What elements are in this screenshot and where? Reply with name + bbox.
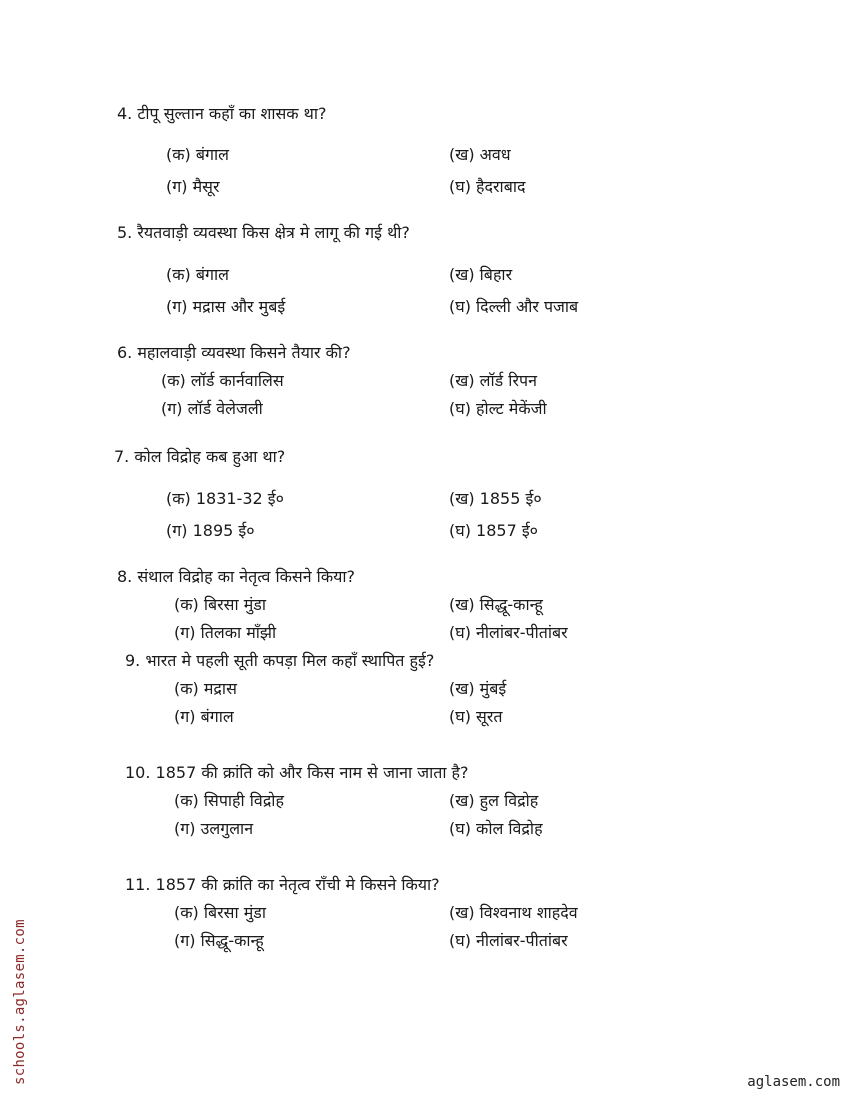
question-10: 10. 1857 की क्रांति को और किस नाम से जाना जाता है? — [125, 763, 469, 782]
option-10-gha: (घ) कोल विद्रोह — [449, 819, 543, 838]
option-8-ga: (ग) तिलका माँझी — [174, 623, 277, 642]
option-4-ka: (क) बंगाल — [166, 145, 229, 164]
option-8-ka: (क) बिरसा मुंडा — [174, 595, 267, 614]
question-4: 4. टीपू सुल्तान कहाँ का शासक था? — [117, 104, 327, 123]
option-4-kha: (ख) अवध — [449, 145, 511, 164]
option-6-kha: (ख) लॉर्ड रिपन — [449, 371, 537, 390]
option-5-gha: (घ) दिल्ली और पजाब — [449, 297, 579, 316]
side-watermark: schools.aglasem.com — [12, 919, 28, 1085]
option-7-kha: (ख) 1855 ई० — [449, 489, 542, 508]
option-7-gha: (घ) 1857 ई० — [449, 521, 539, 540]
question-6: 6. महालवाड़ी व्यवस्था किसने तैयार की? — [117, 343, 351, 362]
option-9-kha: (ख) मुंबई — [449, 679, 507, 698]
option-8-gha: (घ) नीलांबर-पीतांबर — [449, 623, 568, 642]
option-7-ga: (ग) 1895 ई० — [166, 521, 255, 540]
option-7-ka: (क) 1831-32 ई० — [166, 489, 284, 508]
option-9-ga: (ग) बंगाल — [174, 707, 234, 726]
option-6-gha: (घ) होल्ट मेकेंजी — [449, 399, 547, 418]
option-5-kha: (ख) बिहार — [449, 265, 513, 284]
option-11-kha: (ख) विश्वनाथ शाहदेव — [449, 903, 578, 922]
option-10-ka: (क) सिपाही विद्रोह — [174, 791, 284, 810]
option-9-gha: (घ) सूरत — [449, 707, 503, 726]
option-4-ga: (ग) मैसूर — [166, 177, 220, 196]
option-5-ga: (ग) मद्रास और मुबई — [166, 297, 286, 316]
option-5-ka: (क) बंगाल — [166, 265, 229, 284]
option-10-ga: (ग) उलगुलान — [174, 819, 254, 838]
option-4-gha: (घ) हैदराबाद — [449, 177, 526, 196]
option-9-ka: (क) मद्रास — [174, 679, 237, 698]
option-6-ka: (क) लॉर्ड कार्नवालिस — [161, 371, 284, 390]
option-6-ga: (ग) लॉर्ड वेलेजली — [161, 399, 263, 418]
question-11: 11. 1857 की क्रांति का नेतृत्व राँची मे किसने किया? — [125, 875, 440, 894]
bottom-watermark: aglasem.com — [747, 1074, 840, 1090]
option-8-kha: (ख) सिद्धू-कान्हू — [449, 595, 543, 614]
option-10-kha: (ख) हुल विद्रोह — [449, 791, 539, 810]
option-11-ga: (ग) सिद्धू-कान्हू — [174, 931, 264, 950]
question-5: 5. रैयतवाड़ी व्यवस्था किस क्षेत्र मे लागू की गई थी? — [117, 223, 410, 242]
option-11-gha: (घ) नीलांबर-पीतांबर — [449, 931, 568, 950]
question-7: 7. कोल विद्रोह कब हुआ था? — [114, 447, 286, 466]
question-9: 9. भारत मे पहली सूती कपड़ा मिल कहाँ स्थापित हुई? — [125, 651, 435, 670]
option-11-ka: (क) बिरसा मुंडा — [174, 903, 267, 922]
question-8: 8. संथाल विद्रोह का नेतृत्व किसने किया? — [117, 567, 356, 586]
